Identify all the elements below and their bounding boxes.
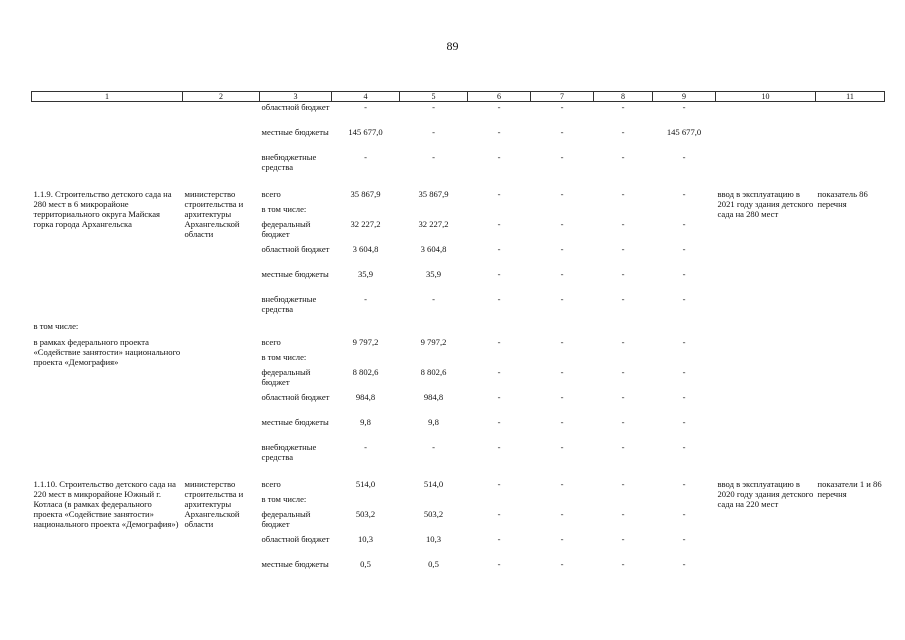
amount-c7 [531, 494, 594, 509]
amount-c5: - [432, 293, 435, 304]
page-number: 89 [446, 39, 459, 53]
indicator-link: показатели 1 и 86 перечня [817, 478, 882, 499]
amount-c6: - [497, 441, 501, 452]
amount-c7: - [560, 558, 564, 569]
amount-c7: - [560, 366, 564, 377]
amount-c7: - [560, 268, 564, 279]
amount-c9: - [682, 441, 686, 452]
column-header: 7 [531, 92, 594, 102]
amount-c8: - [621, 188, 625, 199]
amount-c7: - [560, 188, 564, 199]
funding-source: областной бюджет [261, 102, 330, 112]
amount-c7: - [560, 336, 564, 347]
funding-source: областной бюджет [261, 243, 330, 254]
amount-c9: - [682, 268, 686, 279]
amount-c6 [468, 352, 531, 367]
funding-source: всего [261, 478, 281, 489]
column-header: 6 [468, 92, 531, 102]
table-row [32, 102, 885, 127]
amount-c9: - [682, 102, 686, 112]
amount-c8: - [621, 416, 625, 427]
funding-source: внебюджетные средства [261, 441, 317, 462]
amount-c6: - [497, 366, 501, 377]
amount-c8: - [621, 218, 625, 229]
amount-c7: - [560, 126, 564, 137]
amount-c4: - [364, 151, 367, 162]
amount-c7: - [560, 416, 564, 427]
amount-c6: - [497, 478, 501, 489]
funding-source: местные бюджеты [261, 268, 329, 279]
amount-c5: 35 867,9 [418, 188, 449, 199]
amount-c8: - [621, 336, 625, 347]
amount-c9 [653, 204, 716, 219]
amount-c5: 32 227,2 [418, 218, 449, 229]
amount-c5: 3 604,8 [420, 243, 447, 254]
column-header: 11 [816, 92, 885, 102]
funding-source: областной бюджет [261, 533, 330, 544]
amount-c9: - [682, 336, 686, 347]
amount-c8: - [621, 441, 625, 452]
column-header: 3 [260, 92, 332, 102]
amount-c4: 503,2 [355, 508, 376, 519]
amount-c9: - [682, 416, 686, 427]
responsible-executor: министерство строительства и архитектуры Архангельской области [184, 478, 244, 529]
amount-c9: - [682, 478, 686, 489]
amount-c8: - [621, 391, 625, 402]
amount-c6: - [497, 188, 501, 199]
amount-c6: - [497, 218, 501, 229]
amount-c4: 514,0 [355, 478, 376, 489]
amount-c4: 10,3 [357, 533, 374, 544]
amount-c5: 984,8 [423, 391, 444, 402]
amount-c9: - [682, 533, 686, 544]
amount-c4: 9,8 [360, 416, 371, 427]
amount-c4 [332, 204, 400, 219]
amount-c9: - [682, 558, 686, 569]
amount-c9: - [682, 391, 686, 402]
table-row [32, 337, 885, 352]
amount-c4: 8 802,6 [352, 366, 379, 377]
amount-c9: - [682, 243, 686, 254]
column-header: 4 [332, 92, 400, 102]
amount-c7: - [560, 391, 564, 402]
amount-c8: - [621, 151, 625, 162]
amount-c9: - [682, 188, 686, 199]
amount-c5: 9 797,2 [420, 336, 447, 347]
funding-source: местные бюджеты [261, 558, 329, 569]
expected-result: ввод в эксплуатацию в 2020 году здания детского сада на 220 мест [717, 478, 814, 509]
event-name [32, 102, 183, 177]
amount-c7: - [560, 293, 564, 304]
funding-source: областной бюджет [261, 391, 330, 402]
event-name: 1.1.10. Строительство детского сада на 220 мест в микрорайоне Южный г. Котласа (в рамках федерального проекта «Содействие занятости» национального проекта «Демография») [33, 478, 179, 529]
amount-c7: - [560, 243, 564, 254]
column-header: 8 [594, 92, 653, 102]
responsible-executor [183, 102, 260, 177]
amount-c5 [400, 204, 468, 219]
amount-c5 [400, 352, 468, 367]
amount-c9 [653, 494, 716, 509]
amount-c4: 3 604,8 [352, 243, 379, 254]
funding-source: местные бюджеты [261, 126, 329, 137]
amount-c4: 32 227,2 [350, 218, 381, 229]
amount-c6: - [497, 508, 501, 519]
amount-c4 [332, 352, 400, 367]
amount-c7: - [560, 151, 564, 162]
amount-c6: - [497, 268, 501, 279]
amount-c8: - [621, 268, 625, 279]
expected-result: ввод в эксплуатацию в 2021 году здания детского сада на 280 мест [717, 188, 814, 219]
spacer-row [32, 177, 885, 189]
event-name: в рамках федерального проекта «Содействие занятости» национального проекта «Демография» [33, 336, 181, 367]
indicator-link [816, 337, 885, 467]
funding-source: в том числе: [261, 351, 307, 362]
funding-source: всего [261, 188, 281, 199]
amount-c6: - [497, 391, 501, 402]
event-name: 1.1.9. Строительство детского сада на 280 мест в 6 микрорайоне территориального округа Майская горка города Архангельска [33, 188, 172, 229]
amount-c4: - [364, 441, 367, 452]
amount-c8: - [621, 478, 625, 489]
amount-c7: - [560, 508, 564, 519]
amount-c9 [653, 352, 716, 367]
spacer-row [32, 467, 885, 479]
column-header: 5 [400, 92, 468, 102]
amount-c9: - [682, 218, 686, 229]
responsible-executor: министерство строительства и архитектуры Архангельской области [184, 188, 244, 239]
amount-c5: 514,0 [423, 478, 444, 489]
amount-c6: - [497, 533, 501, 544]
amount-c8: - [621, 366, 625, 377]
funding-source: федеральный бюджет [261, 366, 311, 387]
amount-c4: 9 797,2 [352, 336, 379, 347]
amount-c5: - [432, 441, 435, 452]
amount-c7: - [560, 218, 564, 229]
funding-source: в том числе: [261, 493, 307, 504]
amount-c5: - [432, 102, 435, 112]
indicator-link [816, 102, 885, 177]
funding-source: внебюджетные средства [261, 151, 317, 172]
amount-c8: - [621, 558, 625, 569]
funding-source: федеральный бюджет [261, 508, 311, 529]
amount-c6: - [497, 243, 501, 254]
amount-c5: 0,5 [428, 558, 439, 569]
amount-c5 [400, 494, 468, 509]
funding-source: местные бюджеты [261, 416, 329, 427]
amount-c5: 503,2 [423, 508, 444, 519]
header-row [32, 92, 885, 102]
amount-c6: - [497, 293, 501, 304]
amount-c8: - [621, 293, 625, 304]
amount-c6: - [497, 126, 501, 137]
amount-c9: - [682, 151, 686, 162]
amount-c4 [332, 494, 400, 509]
funding-source: в том числе: [261, 203, 307, 214]
column-header: 1 [32, 92, 183, 102]
amount-c5: - [432, 126, 435, 137]
funding-source: федеральный бюджет [261, 218, 311, 239]
amount-c4: 984,8 [355, 391, 376, 402]
in-total-label: в том числе: [33, 320, 79, 331]
amount-c8: - [621, 102, 625, 112]
indicator-link: показатель 86 перечня [817, 188, 868, 209]
amount-c4: 145 677,0 [348, 126, 383, 137]
amount-c6: - [497, 102, 501, 112]
amount-c5: 35,9 [425, 268, 442, 279]
amount-c7: - [560, 478, 564, 489]
amount-c6 [468, 204, 531, 219]
amount-c4: 35,9 [357, 268, 374, 279]
amount-c6 [468, 494, 531, 509]
amount-c4: 35 867,9 [350, 188, 381, 199]
amount-c6: - [497, 336, 501, 347]
amount-c5: 8 802,6 [420, 366, 447, 377]
amount-c8: - [621, 126, 625, 137]
amount-c7: - [560, 102, 564, 112]
amount-c8: - [621, 243, 625, 254]
amount-c8 [594, 204, 653, 219]
amount-c8: - [621, 508, 625, 519]
expected-result [716, 102, 816, 177]
amount-c7: - [560, 533, 564, 544]
responsible-executor [183, 337, 260, 467]
amount-c9: - [682, 293, 686, 304]
amount-c9: - [682, 366, 686, 377]
amount-c5: - [432, 151, 435, 162]
amount-c6: - [497, 558, 501, 569]
column-header: 9 [653, 92, 716, 102]
amount-c8 [594, 352, 653, 367]
amount-c5: 9,8 [428, 416, 439, 427]
amount-c4: 0,5 [360, 558, 371, 569]
column-header: 10 [716, 92, 816, 102]
amount-c7: - [560, 441, 564, 452]
amount-c9: - [682, 508, 686, 519]
amount-c7 [531, 352, 594, 367]
budget-table [31, 91, 885, 584]
funding-source: всего [261, 336, 281, 347]
amount-c6: - [497, 416, 501, 427]
subtotal-label-row [32, 319, 885, 331]
amount-c4: - [364, 293, 367, 304]
table-row [32, 189, 885, 204]
funding-source: внебюджетные средства [261, 293, 317, 314]
amount-c8 [594, 494, 653, 509]
amount-c6: - [497, 151, 501, 162]
amount-c4: - [364, 102, 367, 112]
amount-c8: - [621, 533, 625, 544]
table-row [32, 479, 885, 494]
amount-c5: 10,3 [425, 533, 442, 544]
amount-c9: 145 677,0 [666, 126, 702, 137]
amount-c7 [531, 204, 594, 219]
expected-result [716, 337, 816, 467]
column-header: 2 [183, 92, 260, 102]
